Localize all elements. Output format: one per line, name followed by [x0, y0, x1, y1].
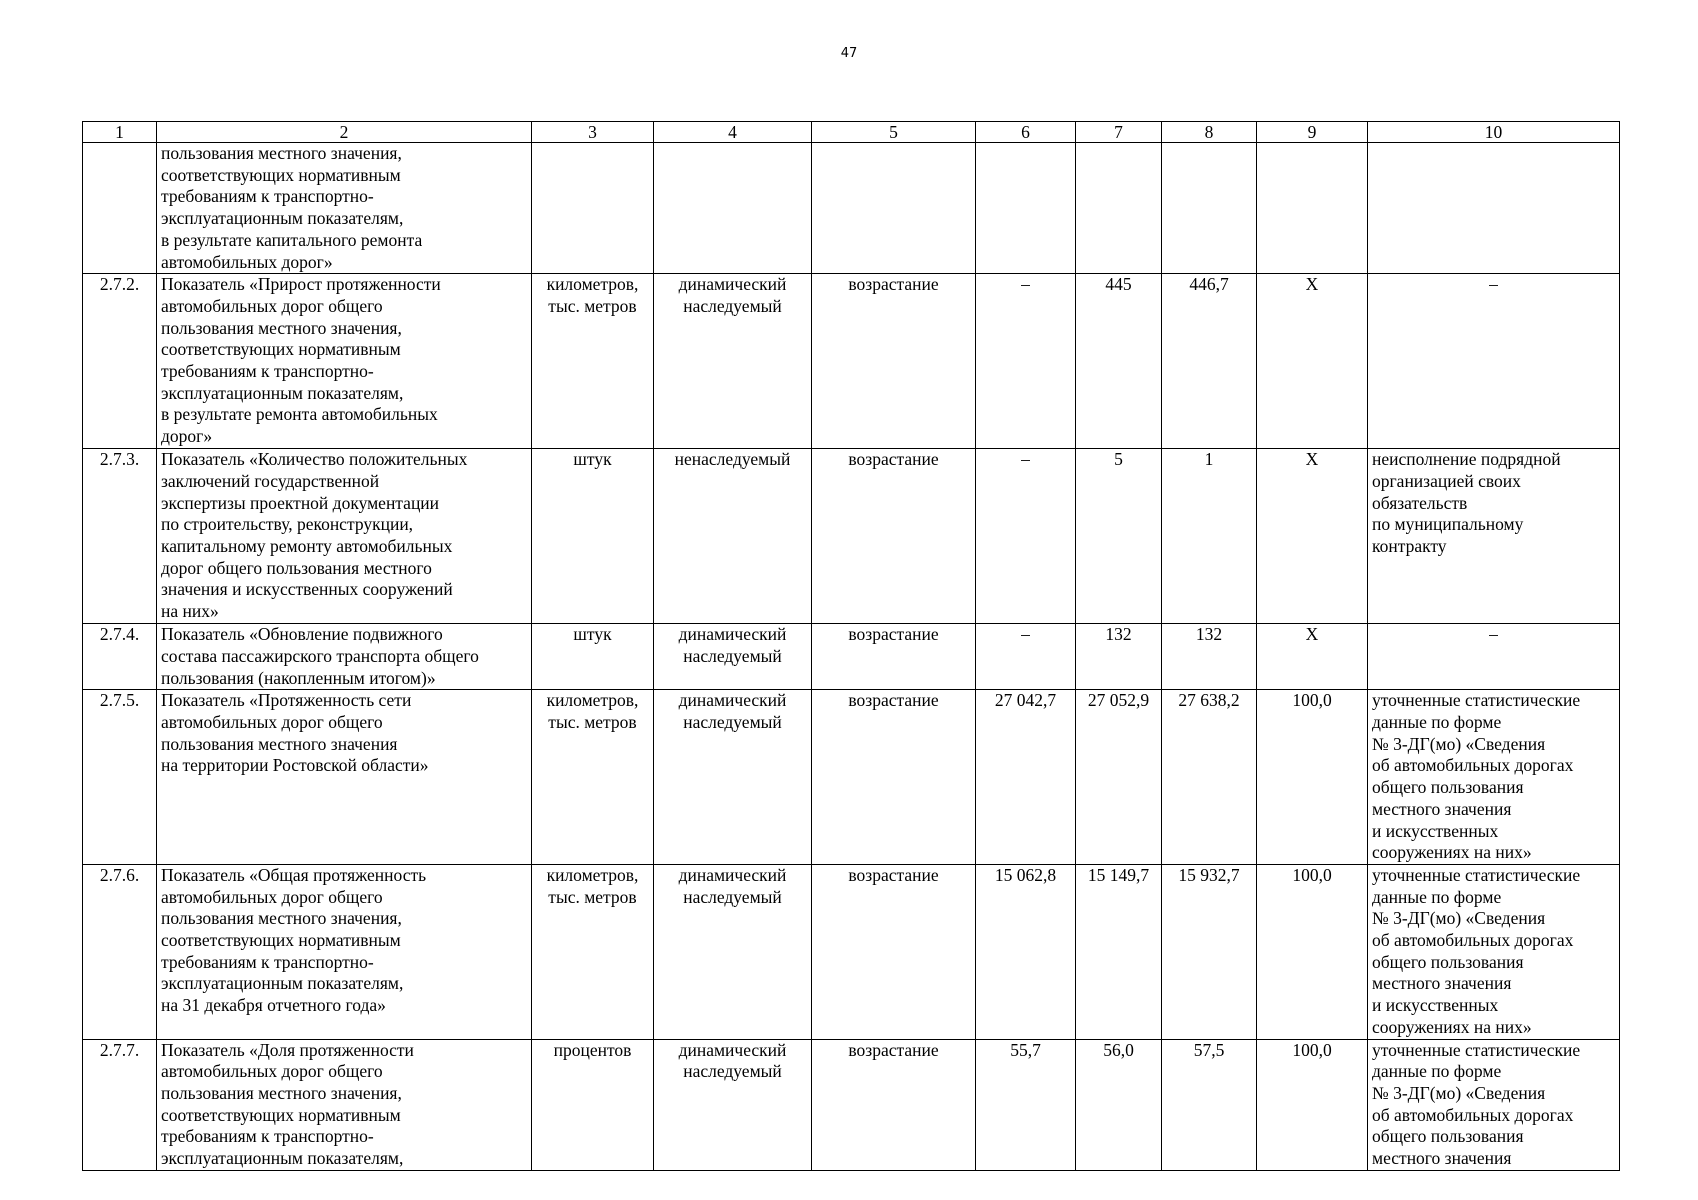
value-col9: 100,0 — [1257, 864, 1368, 1039]
value-col7: 15 149,7 — [1076, 864, 1162, 1039]
value-col9: 100,0 — [1257, 1039, 1368, 1170]
indicator-number — [83, 143, 157, 274]
column-header: 3 — [532, 122, 654, 143]
direction-cell: возрастание — [812, 624, 976, 690]
value-col8: 1 — [1162, 449, 1257, 624]
note-cell: уточненные статистические данные по форме № 3-ДГ(мо) «Сведения об автомобильных дорогах общего пользования местного значения и искусственных сооружениях на них» — [1368, 690, 1620, 865]
value-col7: 27 052,9 — [1076, 690, 1162, 865]
value-col9 — [1257, 143, 1368, 274]
indicator-type-cell: динамический наследуемый — [654, 1039, 812, 1170]
table-row — [83, 864, 1620, 1039]
note-cell: уточненные статистические данные по форме № 3-ДГ(мо) «Сведения об автомобильных дорогах общего пользования местного значения и искусственных сооружениях на них» — [1368, 864, 1620, 1039]
unit-cell: штук — [532, 624, 654, 690]
unit-cell: километров, тыс. метров — [532, 864, 654, 1039]
column-header: 10 — [1368, 122, 1620, 143]
value-col7: 445 — [1076, 274, 1162, 449]
column-header: 5 — [812, 122, 976, 143]
indicator-name: Показатель «Количество положительных заключений государственной экспертизы проектной документации по строительству, реконструкции, капитальному ремонту автомобильных дорог общего пользования местного значения и искусственных сооружений на них» — [157, 449, 532, 624]
unit-cell: километров, тыс. метров — [532, 690, 654, 865]
value-col9: Х — [1257, 274, 1368, 449]
value-col8 — [1162, 143, 1257, 274]
indicator-type-cell: динамический наследуемый — [654, 624, 812, 690]
note-cell: – — [1368, 624, 1620, 690]
value-col7: 56,0 — [1076, 1039, 1162, 1170]
direction-cell: возрастание — [812, 690, 976, 865]
column-header: 8 — [1162, 122, 1257, 143]
table-row — [83, 624, 1620, 690]
value-col8: 446,7 — [1162, 274, 1257, 449]
indicator-name: пользования местного значения, соответствующих нормативным требованиям к транспортно- эксплуатационным показателям, в результате капитального ремонта автомобильных дорог» — [157, 143, 532, 274]
table-row — [83, 1039, 1620, 1170]
unit-cell: процентов — [532, 1039, 654, 1170]
value-col9: Х — [1257, 624, 1368, 690]
direction-cell: возрастание — [812, 864, 976, 1039]
value-col8: 57,5 — [1162, 1039, 1257, 1170]
note-cell: – — [1368, 274, 1620, 449]
value-col8: 15 932,7 — [1162, 864, 1257, 1039]
indicator-number: 2.7.2. — [83, 274, 157, 449]
indicator-number: 2.7.3. — [83, 449, 157, 624]
indicator-number: 2.7.5. — [83, 690, 157, 865]
unit-cell: штук — [532, 449, 654, 624]
column-header: 6 — [976, 122, 1076, 143]
column-header: 2 — [157, 122, 532, 143]
value-col9: Х — [1257, 449, 1368, 624]
indicator-name: Показатель «Протяженность сети автомобильных дорог общего пользования местного значения на территории Ростовской области» — [157, 690, 532, 865]
unit-cell — [532, 143, 654, 274]
unit-cell: километров, тыс. метров — [532, 274, 654, 449]
indicator-name: Показатель «Прирост протяженности автомобильных дорог общего пользования местного значения, соответствующих нормативным требованиям к транспортно- эксплуатационным показателям, в результате ремонта автомобильных дорог» — [157, 274, 532, 449]
value-col6: 55,7 — [976, 1039, 1076, 1170]
table-row — [83, 274, 1620, 449]
value-col6: – — [976, 624, 1076, 690]
column-header: 9 — [1257, 122, 1368, 143]
column-header: 4 — [654, 122, 812, 143]
value-col6: – — [976, 274, 1076, 449]
table-row — [83, 143, 1620, 274]
direction-cell — [812, 143, 976, 274]
direction-cell: возрастание — [812, 449, 976, 624]
page-number: 47 — [840, 46, 858, 61]
direction-cell: возрастание — [812, 274, 976, 449]
value-col6: 27 042,7 — [976, 690, 1076, 865]
indicator-type-cell: динамический наследуемый — [654, 690, 812, 865]
column-header: 7 — [1076, 122, 1162, 143]
indicator-type-cell: ненаследуемый — [654, 449, 812, 624]
value-col7 — [1076, 143, 1162, 274]
indicator-name: Показатель «Доля протяженности автомобильных дорог общего пользования местного значения, соответствующих нормативным требованиям к транспортно- эксплуатационным показателям, — [157, 1039, 532, 1170]
column-header: 1 — [83, 122, 157, 143]
note-cell: уточненные статистические данные по форме № 3-ДГ(мо) «Сведения об автомобильных дорогах общего пользования местного значения — [1368, 1039, 1620, 1170]
value-col6 — [976, 143, 1076, 274]
value-col9: 100,0 — [1257, 690, 1368, 865]
table-row — [83, 690, 1620, 865]
indicator-number: 2.7.6. — [83, 864, 157, 1039]
value-col6: – — [976, 449, 1076, 624]
indicator-number: 2.7.7. — [83, 1039, 157, 1170]
value-col6: 15 062,8 — [976, 864, 1076, 1039]
value-col7: 5 — [1076, 449, 1162, 624]
direction-cell: возрастание — [812, 1039, 976, 1170]
note-cell — [1368, 143, 1620, 274]
note-cell: неисполнение подрядной организацией своих обязательств по муниципальному контракту — [1368, 449, 1620, 624]
indicator-number: 2.7.4. — [83, 624, 157, 690]
value-col7: 132 — [1076, 624, 1162, 690]
indicator-type-cell — [654, 143, 812, 274]
indicator-type-cell: динамический наследуемый — [654, 864, 812, 1039]
indicator-name: Показатель «Общая протяженность автомобильных дорог общего пользования местного значения, соответствующих нормативным требованиям к транспортно- эксплуатационным показателям, на 31 декабря отчетного года» — [157, 864, 532, 1039]
indicator-name: Показатель «Обновление подвижного состава пассажирского транспорта общего пользования (накопленным итогом)» — [157, 624, 532, 690]
table-header-row — [83, 122, 1620, 143]
table-row — [83, 449, 1620, 624]
value-col8: 132 — [1162, 624, 1257, 690]
indicator-type-cell: динамический наследуемый — [654, 274, 812, 449]
value-col8: 27 638,2 — [1162, 690, 1257, 865]
indicators-table — [82, 121, 1620, 1171]
